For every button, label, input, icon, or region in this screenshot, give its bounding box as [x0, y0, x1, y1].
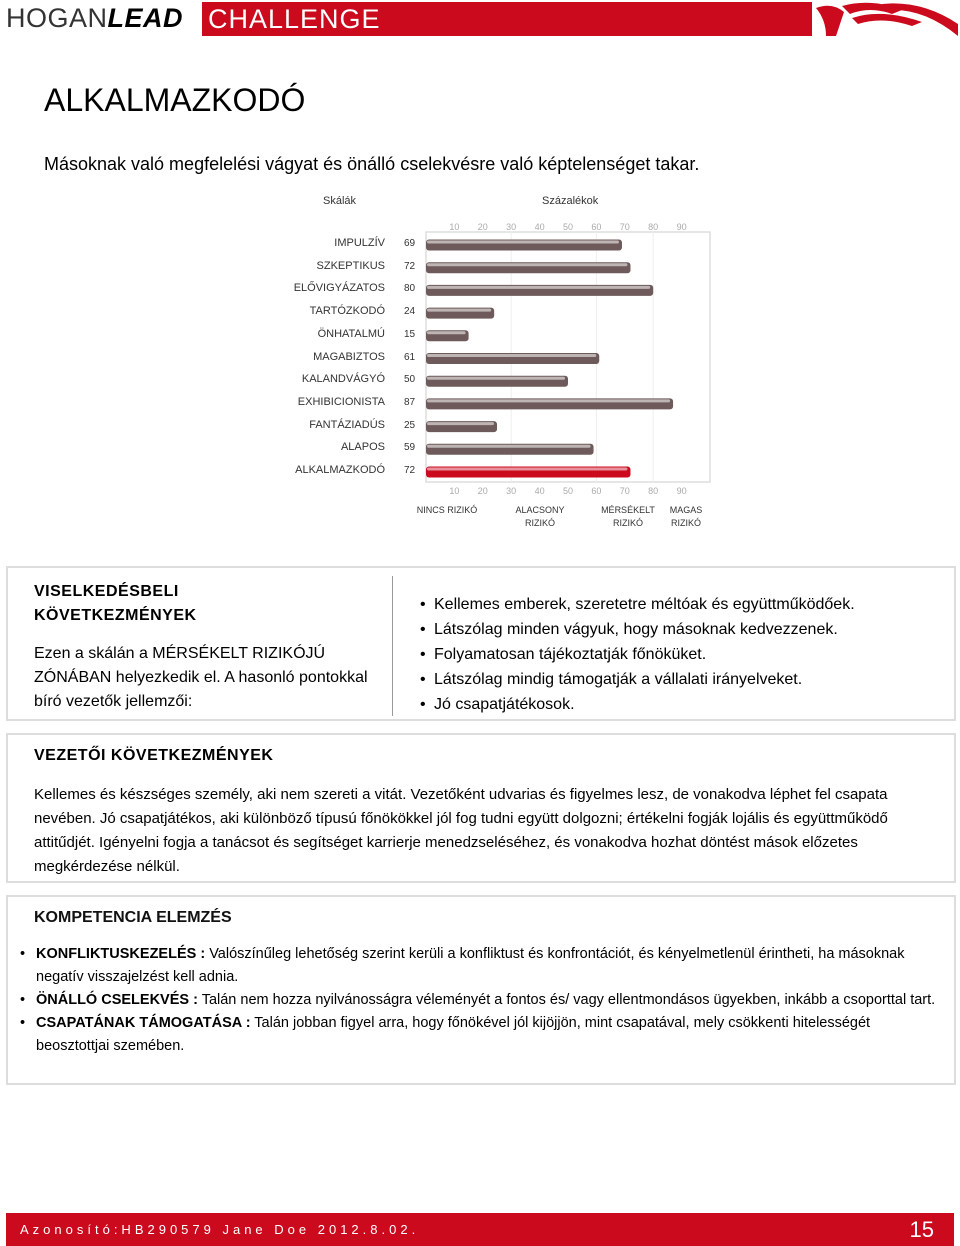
bar-chart-svg [0, 0, 960, 540]
tick-label: 40 [534, 222, 545, 232]
list-item [18, 1012, 938, 1058]
scale-score: 61 [404, 351, 416, 363]
competency-section [6, 895, 956, 1085]
tick-label: 30 [506, 222, 517, 232]
leadership-heading: VEZETŐI KÖVETKEZMÉNYEK [34, 747, 274, 764]
bar-highlight [427, 263, 627, 266]
scale-score: 87 [404, 396, 416, 408]
competency-heading: KOMPETENCIA ELEMZÉS [34, 909, 232, 926]
scale-label: MAGABIZTOS [313, 350, 385, 363]
zone-label: ALACSONY RIZIKÓ [515, 505, 565, 528]
scale-score: 50 [404, 374, 416, 386]
scale-label: EXHIBICIONISTA [297, 395, 385, 408]
bar-highlight [427, 468, 627, 471]
tick-label: 20 [477, 486, 488, 496]
list-item: • Kellemes emberek, szeretetre méltóak és együttműködőek. [420, 592, 940, 617]
tick-label: 20 [477, 222, 488, 232]
percent-header: Százalékok [542, 195, 599, 207]
behavior-section [6, 566, 956, 721]
tick-label: 60 [591, 222, 602, 232]
leadership-section [6, 733, 956, 883]
scale-score: 80 [404, 283, 416, 295]
tick-label: 40 [534, 486, 545, 496]
list-item: • Folyamatosan tájékoztatják főnöküket. [420, 642, 940, 667]
tick-label: 70 [619, 222, 630, 232]
scale-label: SZKEPTIKUS [316, 259, 385, 272]
competency-label: KONFLIKTUSKEZELÉS : [36, 946, 206, 962]
brand-bold: LEAD [107, 3, 184, 33]
scale-label: ELŐVIGYÁZATOS [293, 282, 385, 295]
scale-header: Skálák [323, 195, 357, 207]
list-item: • Jó csapatjátékosok. [420, 692, 940, 717]
page-number: 15 [909, 1217, 934, 1242]
footer-id: Azonosító:HB290579 Jane Doe 2012.8.02. [20, 1222, 420, 1237]
bar-highlight [427, 377, 565, 380]
zone-label: MÉRSÉKELT RIZIKÓ [601, 505, 655, 528]
behavior-bullets [420, 592, 940, 717]
tick-label: 70 [619, 486, 630, 496]
competency-text: Talán nem hozza nyilvánosságra véleményét a fontos és/ vagy ellentmondásos ügyekben, inkább a csoporttal tart. [197, 992, 936, 1008]
scale-score: 69 [404, 238, 416, 249]
list-item [18, 943, 938, 989]
competency-label: CSAPATÁNAK TÁMOGATÁSA : [36, 1015, 251, 1031]
bar-highlight [427, 309, 491, 312]
scale-label: KALANDVÁGYÓ [301, 373, 385, 386]
page-title: ALKALMAZKODÓ [44, 82, 306, 118]
brand-plain: HOGAN [6, 3, 108, 33]
behavior-intro: Ezen a skálán a MÉRSÉKELT RIZIKÓJÚ ZÓNÁBAN helyezkedik el. A hasonló pontokkal bíró vezetők jellemzői: [34, 645, 368, 710]
bar-highlight [427, 399, 670, 402]
scale-chart [0, 0, 960, 540]
competency-label: ÖNÁLLÓ CSELEKVÉS : [36, 992, 198, 1008]
scale-score: 24 [404, 306, 416, 318]
list-item: • Látszólag mindig támogatják a vállalati irányelveket. [420, 667, 940, 692]
tick-label: 10 [449, 222, 460, 232]
tick-label: 90 [676, 486, 687, 496]
tick-label: 50 [562, 222, 573, 232]
competency-text: Talán jobban figyel arra, hogy főnökével jól kijöjjön, mint csapatával, mely csökkenti hitelességét beosztottjai szemében. [36, 1015, 871, 1054]
competency-list [18, 943, 938, 1058]
scale-label: ALAPOS [340, 441, 385, 454]
brand-challenge: CHALLENGE [208, 4, 381, 34]
list-item [18, 989, 938, 1012]
bar-highlight [427, 445, 591, 448]
tick-label: 90 [676, 222, 687, 232]
bar-highlight [427, 241, 619, 244]
scale-label: ÖNHATALMÚ [317, 327, 385, 340]
tick-label: 50 [562, 486, 573, 496]
bar-highlight [427, 331, 466, 334]
tick-label: 80 [648, 222, 659, 232]
list-item: • Látszólag minden vágyuk, hogy másoknak kedvezzenek. [420, 617, 940, 642]
zone-label: NINCS RIZIKÓ [416, 505, 478, 515]
zone-label: MAGAS RIZIKÓ [669, 505, 703, 528]
tick-label: 60 [591, 486, 602, 496]
leadership-text: Kellemes és készséges személy, aki nem szereti a vitát. Vezetőként udvarias és figyelmes lesz, de vonakodva léphet fel csapata nevében. Jó csapatjátékos, aki különböző típusú főnökökkel jól fog tudni együtt dolgozni; értékelni fogják lojális és együttműködő attitűdjét. Igényelni fogja a tanácsot és segítséget karrierje menedzseléséhez, és vonakodva hozhat döntést mások előzetes megkérdezése nélkül. [34, 786, 888, 875]
scale-label: TARTÓZKODÓ [309, 305, 385, 318]
tick-label: 30 [506, 486, 517, 496]
scale-score: 15 [404, 328, 416, 340]
bar-highlight [427, 354, 596, 357]
scale-score: 25 [404, 419, 416, 431]
behavior-heading-line2: KÖVETKEZMÉNYEK [34, 607, 197, 624]
bar-highlight [427, 286, 650, 289]
bar-highlight [427, 422, 494, 425]
competency-text: Valószínűleg lehetőség szerint kerüli a konfliktust és konfrontációt, és kényelmetlenül érintheti, ha másoknak negatív visszajelzést kell adnia. [36, 946, 905, 985]
divider [392, 576, 393, 716]
scale-label: ALKALMAZKODÓ [295, 464, 385, 476]
scale-score: 72 [404, 465, 416, 476]
scale-score: 59 [404, 442, 416, 454]
scale-score: 72 [404, 260, 416, 272]
tick-label: 10 [449, 486, 460, 496]
tick-label: 80 [648, 486, 659, 496]
behavior-heading-line1: VISELKEDÉSBELI [34, 583, 179, 600]
page-subtitle: Másoknak való megfelelési vágyat és önálló cselekvésre való képtelenséget takar. [44, 154, 700, 174]
scale-label: FANTÁZIADÚS [309, 418, 385, 431]
report-footer [6, 1213, 954, 1246]
scale-label: IMPULZÍV [334, 237, 385, 249]
behavior-intro-block [34, 580, 384, 714]
